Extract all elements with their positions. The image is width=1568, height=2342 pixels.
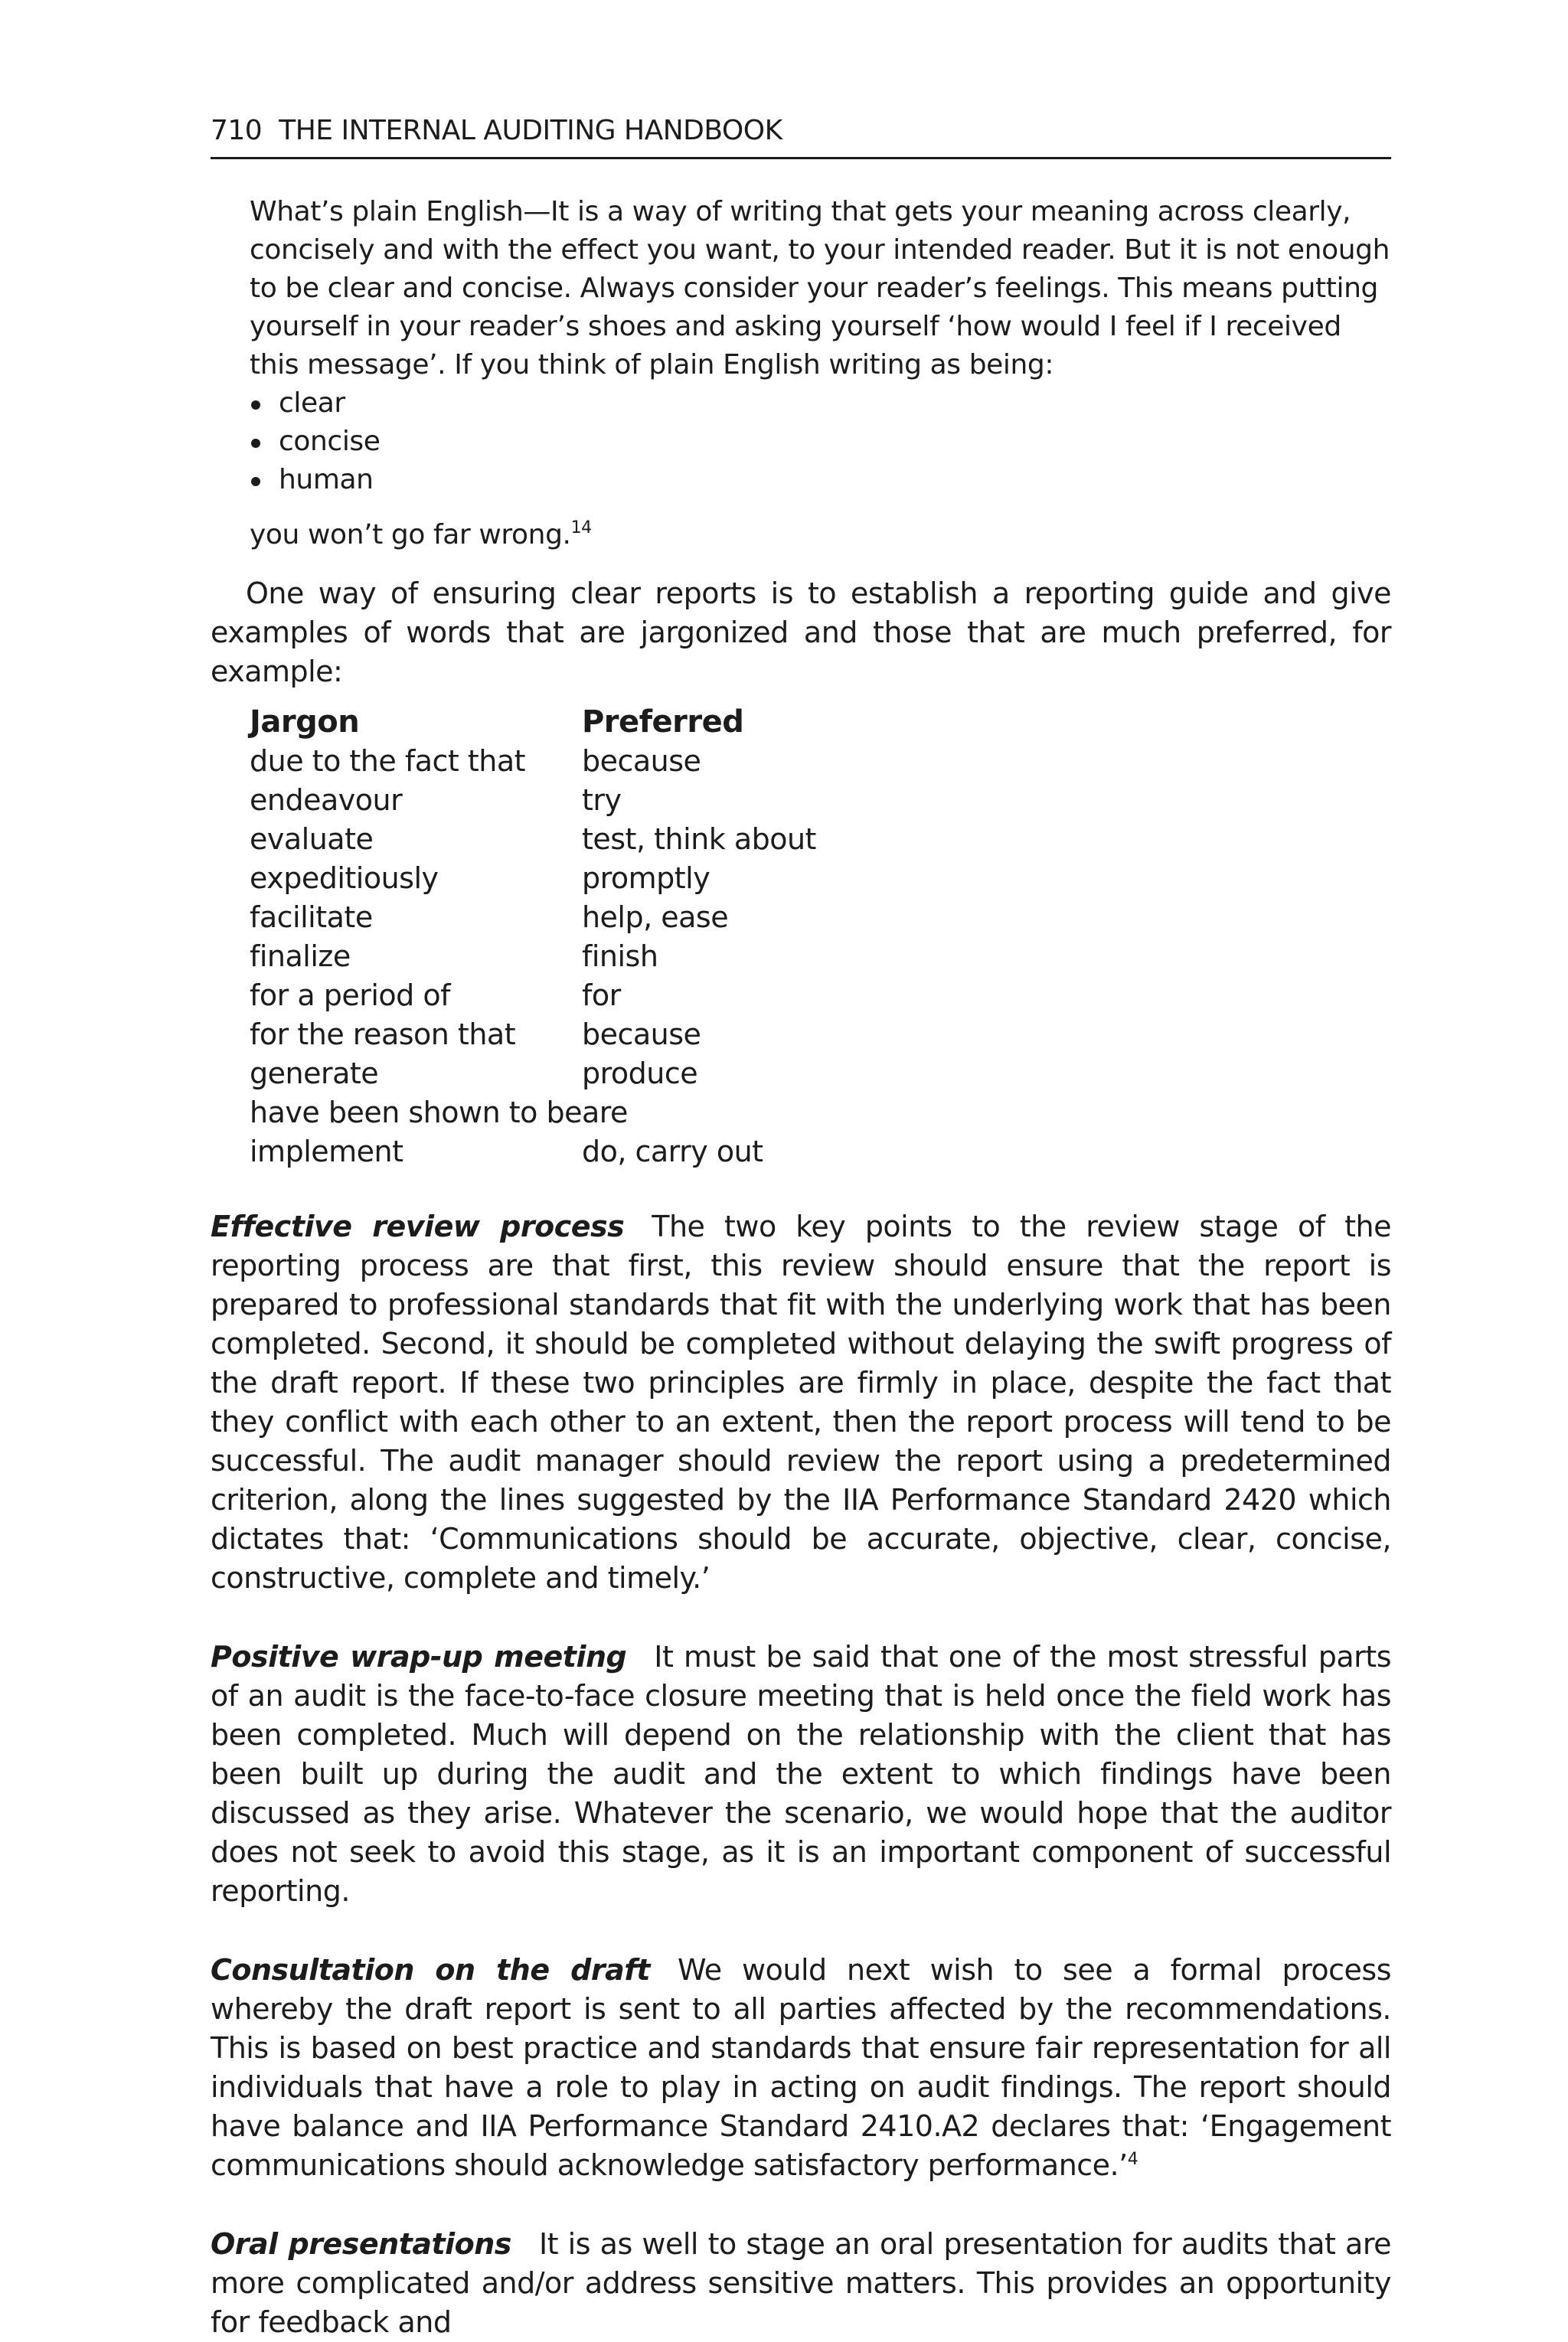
bullet-item: human <box>250 461 1391 499</box>
section-text: It must be said that one of the most stressful parts of an audit is the face-to-face closure meeting that is held once the field work has been completed. Much will depend on the relationship with the client that has been built up during the audit and the extent to which findings have been discussed as they arise. Whatever the scenario, we would hope that the auditor does not seek to avoid this stage, as it is an important component of successful reporting. <box>211 1640 1392 1908</box>
jargon-cell: evaluate <box>250 821 374 856</box>
jargon-cell: have been shown to be <box>250 1095 582 1129</box>
jargon-cell: endeavour <box>250 782 403 817</box>
section-heading: Positive wrap-up meeting <box>211 1640 627 1674</box>
table-row <box>250 858 816 897</box>
table-row <box>250 1014 816 1053</box>
section-wrap-up-meeting <box>211 1638 1391 1911</box>
table-row <box>250 741 816 780</box>
intro-paragraph: One way of ensuring clear reports is to establish a reporting guide and give examples of words that are jargonized and those that are much preferred, for example: <box>211 577 1391 688</box>
quote-paragraph: What’s plain English—It is a way of writing that gets your meaning across clearly, concisely and with the effect you want, to your intended reader. But it is not enough to be clear and concise. Always consider your reader’s feelings. This means putting yourself in your reader’s shoes and asking yourself ‘how would I feel if I received this message’. If you think of plain English writing as being: <box>250 196 1390 381</box>
section-heading: Effective review process <box>211 1210 625 1243</box>
running-header <box>211 115 1391 159</box>
table-row <box>250 897 816 936</box>
table-row <box>250 1093 816 1132</box>
footnote-ref: 14 <box>570 518 592 537</box>
preferred-cell: for <box>581 978 621 1012</box>
jargon-cell: expeditiously <box>250 861 439 895</box>
quote-closing-text: you won’t go far wrong. <box>250 519 571 550</box>
preferred-cell: try <box>581 782 622 817</box>
table-row <box>250 1053 816 1093</box>
jargon-cell: finalize <box>250 939 351 973</box>
preferred-cell: because <box>581 1017 701 1051</box>
section-text: The two key points to the review stage of the reporting process are that first, this review should ensure that the report is prepared to professional standards that fit with the underlying work that has been completed. Second, it should be completed without delaying the swift progress of the draft report. If these two principles are firmly in place, despite the fact that they conflict with each other to an extent, then the report process will tend to be successful. The audit manager should review the report using a predetermined criterion, along the lines suggested by the IIA Performance Standard 2420 which dictates that: ‘Communications should be accurate, objective, clear, concise, constructive, complete and timely.’ <box>211 1210 1392 1595</box>
jargon-table <box>250 702 816 1171</box>
jargon-cell: for the reason that <box>250 1017 516 1051</box>
table-row <box>250 819 816 858</box>
column-header-jargon: Jargon <box>250 704 360 740</box>
preferred-cell: finish <box>581 939 658 973</box>
jargon-cell: for a period of <box>250 978 450 1012</box>
bullet-item: concise <box>250 423 1391 461</box>
jargon-cell: due to the fact that <box>250 743 526 778</box>
preferred-cell: help, ease <box>581 900 729 934</box>
jargon-cell: facilitate <box>250 900 373 934</box>
book-page <box>211 115 1391 2342</box>
table-row <box>250 780 816 819</box>
preferred-cell: because <box>581 743 701 778</box>
quote-bullet-list <box>250 384 1391 499</box>
jargon-cell: generate <box>250 1056 379 1090</box>
preferred-cell: test, think about <box>581 821 816 856</box>
preferred-cell: promptly <box>581 861 710 895</box>
bullet-item: clear <box>250 384 1391 423</box>
plain-english-quote <box>250 193 1391 554</box>
table-row <box>250 975 816 1014</box>
preferred-cell: do, carry out <box>581 1134 763 1168</box>
table-row <box>250 1132 816 1171</box>
column-header-preferred: Preferred <box>581 704 744 740</box>
jargon-cell: implement <box>250 1134 403 1168</box>
table-header-row <box>250 702 816 741</box>
section-effective-review <box>211 1207 1391 1598</box>
table-row <box>250 936 816 975</box>
page-number: 710 <box>211 115 263 146</box>
book-title: THE INTERNAL AUDITING HANDBOOK <box>279 115 782 146</box>
section-heading: Oral presentations <box>211 2227 511 2261</box>
section-consultation <box>211 1951 1391 2185</box>
section-text: We would next wish to see a formal process whereby the draft report is sent to all parties affected by the recommendations. This is based on best practice and standards that ensure fair representation for all individuals that have a role to play in acting on audit findings. The report should have balance and IIA Performance Standard 2410.A2 declares that: ‘Engagement communications should acknowledge satisfactory performance.’ <box>211 1953 1391 2182</box>
section-heading: Consultation on the draft <box>211 1953 650 1987</box>
preferred-cell: are <box>581 1095 628 1129</box>
section-text: It is as well to stage an oral presentation for audits that are more complicated and/or address sensitive matters. This provides an opportunity for feedback and <box>211 2227 1392 2339</box>
quote-closing <box>250 516 1391 554</box>
section-oral-presentations <box>211 2225 1391 2342</box>
footnote-ref: 4 <box>1127 2150 1138 2169</box>
preferred-cell: produce <box>581 1056 698 1090</box>
